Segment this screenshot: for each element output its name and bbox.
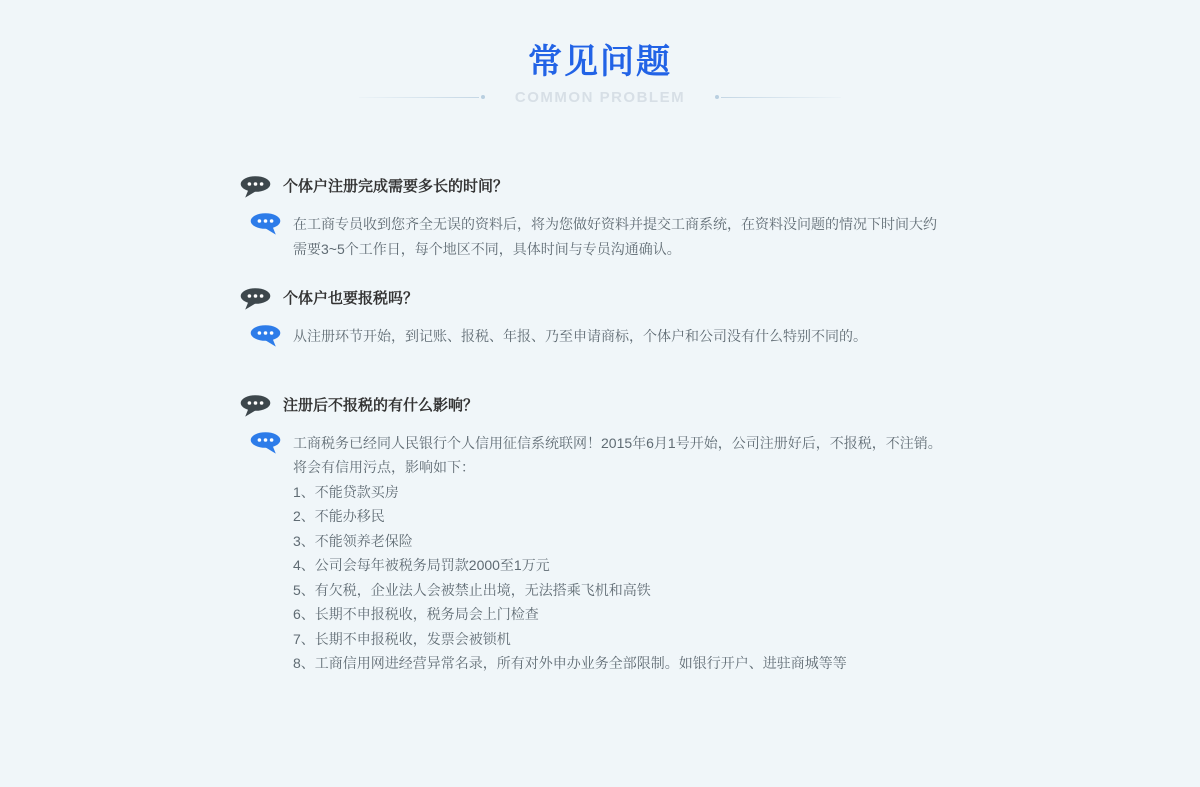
- answer-line: 从注册环节开始，到记账、报税、年报、乃至申请商标，个体户和公司没有什么特别不同的。: [293, 328, 867, 344]
- answer-line: 3、不能领养老保险: [293, 532, 413, 549]
- chat-bubble-blue-icon: [250, 432, 281, 455]
- question-text: 注册后不报税的有什么影响？: [283, 396, 479, 414]
- answer-lines: [293, 324, 867, 349]
- left-divider-line: [359, 97, 479, 98]
- answer-line: 在工商专员收到您齐全无误的资料后，将为您做好资料并提交工商系统，在资料没问题的情况下时间大约: [293, 216, 937, 232]
- answer-line: 1、不能贷款买房: [293, 483, 399, 500]
- answer-row: [250, 324, 960, 349]
- chat-bubble-dark-icon: [240, 395, 271, 418]
- faq-item: [240, 287, 960, 349]
- subtitle-row: [0, 89, 1200, 105]
- faq-list: [240, 175, 960, 676]
- page-title: 常见问题: [528, 43, 672, 81]
- question-row: [240, 287, 960, 311]
- answer-row: [250, 212, 960, 261]
- faq-item: [240, 175, 960, 261]
- chat-bubble-blue-icon: [250, 213, 281, 236]
- answer-line: 5、有欠税，企业法人会被禁止出境，无法搭乘飞机和高铁: [293, 581, 651, 598]
- answer-line: 4、公司会每年被税务局罚款2000至1万元: [293, 557, 550, 573]
- answer-line: 7、长期不申报税收，发票会被锁机: [293, 630, 511, 647]
- section-header: [0, 0, 1200, 105]
- answer-line: 工商税务已经同人民银行个人信用征信系统联网！2015年6月1号开始，公司注册好后，不报税，不注销。: [293, 434, 942, 451]
- question-row: [240, 175, 960, 199]
- faq-item: [240, 394, 960, 676]
- page-subtitle: COMMON PROBLEM: [514, 88, 686, 106]
- chat-bubble-dark-icon: [240, 288, 271, 311]
- answer-line: 6、长期不申报税收，税务局会上门检查: [293, 606, 539, 622]
- answer-lines: [293, 212, 937, 261]
- answer-line: 8、工商信用网进经营异常名录，所有对外申办业务全部限制。如银行开户、进驻商城等等: [293, 655, 847, 671]
- right-divider-dot: [715, 95, 719, 99]
- question-text: 个体户也要报税吗？: [283, 290, 419, 307]
- chat-bubble-blue-icon: [250, 325, 281, 348]
- answer-line: 2、不能办移民: [293, 508, 385, 524]
- answer-lines: [293, 431, 942, 676]
- right-divider-line: [721, 97, 841, 98]
- left-divider-dot: [481, 95, 485, 99]
- chat-bubble-dark-icon: [240, 176, 271, 199]
- question-text: 个体户注册完成需要多长的时间？: [283, 178, 509, 195]
- question-row: [240, 394, 960, 418]
- answer-line: 需要3~5个工作日，每个地区不同，具体时间与专员沟通确认。: [293, 240, 681, 257]
- answer-row: [250, 431, 960, 676]
- answer-line: 将会有信用污点，影响如下：: [293, 459, 475, 475]
